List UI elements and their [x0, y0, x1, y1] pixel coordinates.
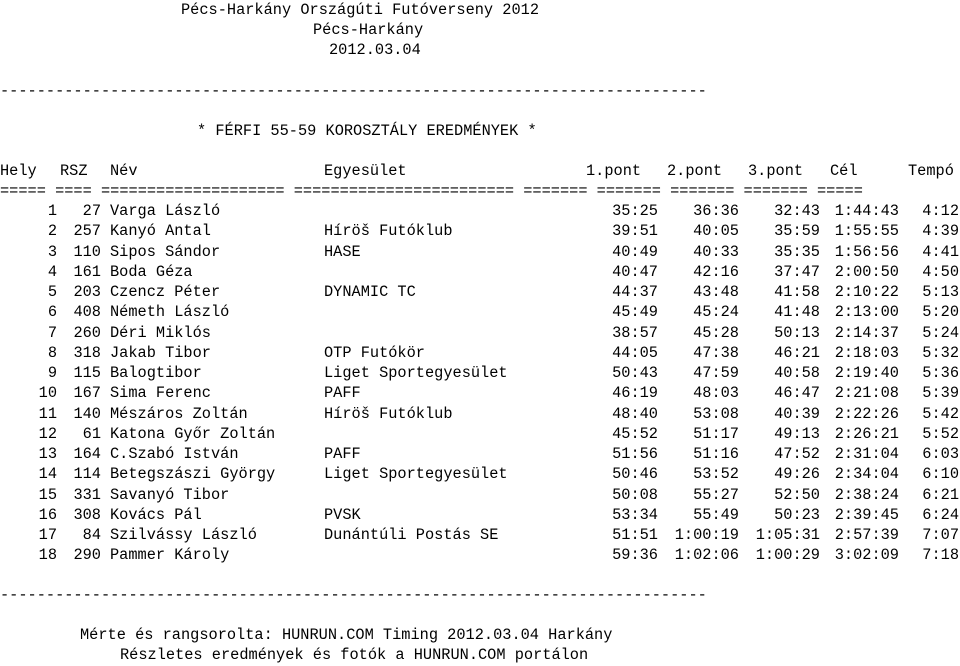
- cell-name: Németh László: [110, 303, 230, 321]
- header-underline: ===== ==== ==================== ======================== ======= ======= ======= ======= =====: [0, 182, 863, 200]
- cell-name: Pammer Károly: [110, 546, 230, 564]
- cell-split3: 50:23: [774, 506, 820, 524]
- cell-club: Liget Sportegyesület: [324, 364, 508, 382]
- cell-split2: 40:05: [693, 222, 739, 240]
- cell-split3: 52:50: [774, 486, 820, 504]
- cell-place: 5: [47, 283, 57, 301]
- cell-name: Czencz Péter: [110, 283, 221, 301]
- cell-place: 2: [47, 222, 57, 240]
- cell-split2: 48:03: [693, 384, 739, 402]
- cell-pace: 5:36: [922, 364, 959, 382]
- cell-split3: 50:13: [774, 324, 820, 342]
- cell-place: 12: [38, 425, 57, 443]
- cell-bib: 114: [73, 465, 101, 483]
- cell-split2: 43:48: [693, 283, 739, 301]
- cell-club: OTP Futókör: [324, 344, 425, 362]
- cell-finish: 2:14:37: [834, 324, 899, 342]
- cell-split3: 46:47: [774, 384, 820, 402]
- cell-pace: 5:42: [922, 405, 959, 423]
- cell-name: Balogtibor: [110, 364, 202, 382]
- cell-pace: 6:03: [922, 445, 959, 463]
- cell-pace: 5:20: [922, 303, 959, 321]
- cell-split3: 46:21: [774, 344, 820, 362]
- col-place: Hely: [0, 162, 37, 180]
- cell-split1: 50:46: [612, 465, 658, 483]
- cell-bib: 331: [73, 486, 101, 504]
- cell-name: Katona Győr Zoltán: [110, 425, 276, 443]
- cell-place: 13: [38, 445, 57, 463]
- cell-finish: 2:31:04: [834, 445, 899, 463]
- cell-place: 9: [47, 364, 57, 382]
- col-bib: RSZ: [60, 162, 88, 180]
- cell-place: 3: [47, 243, 57, 261]
- cell-name: Varga László: [110, 202, 221, 220]
- cell-place: 8: [47, 344, 57, 362]
- cell-pace: 4:39: [922, 222, 959, 240]
- cell-split2: 53:08: [693, 405, 739, 423]
- cell-place: 11: [38, 405, 57, 423]
- cell-club: DYNAMIC TC: [324, 283, 416, 301]
- cell-place: 4: [47, 263, 57, 281]
- cell-pace: 7:18: [922, 546, 959, 564]
- cell-name: Mészáros Zoltán: [110, 405, 248, 423]
- cell-split3: 47:52: [774, 445, 820, 463]
- cell-name: Boda Géza: [110, 263, 193, 281]
- cell-split1: 39:51: [612, 222, 658, 240]
- cell-place: 18: [38, 546, 57, 564]
- cell-pace: 4:50: [922, 263, 959, 281]
- cell-club: Dunántúli Postás SE: [324, 526, 499, 544]
- cell-finish: 1:44:43: [834, 202, 899, 220]
- cell-split2: 36:36: [693, 202, 739, 220]
- cell-split2: 45:28: [693, 324, 739, 342]
- cell-split2: 53:52: [693, 465, 739, 483]
- cell-split1: 51:51: [612, 526, 658, 544]
- cell-split1: 50:43: [612, 364, 658, 382]
- cell-split1: 45:52: [612, 425, 658, 443]
- cell-bib: 318: [73, 344, 101, 362]
- cell-bib: 161: [73, 263, 101, 281]
- footer-portal-note: Részletes eredmények és fotók a HUNRUN.COM portálon: [120, 646, 589, 664]
- cell-split1: 44:05: [612, 344, 658, 362]
- cell-name: Jakab Tibor: [110, 344, 211, 362]
- col-split3: 3.pont: [748, 162, 804, 180]
- cell-bib: 308: [73, 506, 101, 524]
- cell-bib: 290: [73, 546, 101, 564]
- cell-finish: 2:00:50: [834, 263, 899, 281]
- cell-bib: 110: [73, 243, 101, 261]
- event-location: Pécs-Harkány: [313, 21, 424, 39]
- cell-club: HASE: [324, 243, 361, 261]
- cell-split1: 35:25: [612, 202, 658, 220]
- cell-split3: 41:58: [774, 283, 820, 301]
- cell-split1: 51:56: [612, 445, 658, 463]
- divider-bottom: -----------------------------------------------------------------------------: [0, 586, 707, 604]
- cell-place: 10: [38, 384, 57, 402]
- cell-place: 1: [47, 202, 57, 220]
- cell-finish: 3:02:09: [834, 546, 899, 564]
- cell-pace: 6:10: [922, 465, 959, 483]
- cell-split1: 46:19: [612, 384, 658, 402]
- col-pace: Tempó: [908, 162, 954, 180]
- category-title: * FÉRFI 55-59 KOROSZTÁLY EREDMÉNYEK *: [197, 122, 537, 140]
- cell-bib: 164: [73, 445, 101, 463]
- cell-name: Déri Miklós: [110, 324, 211, 342]
- cell-bib: 260: [73, 324, 101, 342]
- cell-pace: 4:41: [922, 243, 959, 261]
- cell-name: Kanyó Antal: [110, 222, 211, 240]
- cell-split1: 48:40: [612, 405, 658, 423]
- cell-name: Szilvássy László: [110, 526, 257, 544]
- cell-name: Kovács Pál: [110, 506, 202, 524]
- cell-finish: 2:57:39: [834, 526, 899, 544]
- cell-finish: 2:34:04: [834, 465, 899, 483]
- cell-split1: 44:37: [612, 283, 658, 301]
- cell-split2: 51:16: [693, 445, 739, 463]
- cell-bib: 203: [73, 283, 101, 301]
- cell-place: 17: [38, 526, 57, 544]
- cell-split3: 49:13: [774, 425, 820, 443]
- cell-split1: 40:47: [612, 263, 658, 281]
- cell-split3: 40:58: [774, 364, 820, 382]
- cell-split3: 40:39: [774, 405, 820, 423]
- event-title: Pécs-Harkány Országúti Futóverseny 2012: [181, 1, 540, 19]
- cell-pace: 5:24: [922, 324, 959, 342]
- col-name: Név: [110, 162, 138, 180]
- cell-place: 14: [38, 465, 57, 483]
- cell-split2: 47:38: [693, 344, 739, 362]
- cell-pace: 5:13: [922, 283, 959, 301]
- cell-name: Sipos Sándor: [110, 243, 221, 261]
- cell-club: Híröš Futóklub: [324, 405, 453, 423]
- cell-split3: 35:35: [774, 243, 820, 261]
- cell-club: Híröš Futóklub: [324, 222, 453, 240]
- cell-split2: 47:59: [693, 364, 739, 382]
- cell-pace: 7:07: [922, 526, 959, 544]
- cell-split1: 40:49: [612, 243, 658, 261]
- cell-finish: 1:55:55: [834, 222, 899, 240]
- cell-place: 16: [38, 506, 57, 524]
- cell-pace: 6:24: [922, 506, 959, 524]
- cell-place: 6: [47, 303, 57, 321]
- col-club: Egyesület: [324, 162, 407, 180]
- cell-finish: 2:13:00: [834, 303, 899, 321]
- cell-split3: 49:26: [774, 465, 820, 483]
- cell-bib: 140: [73, 405, 101, 423]
- divider-top: -----------------------------------------------------------------------------: [0, 82, 707, 100]
- cell-split2: 40:33: [693, 243, 739, 261]
- cell-split2: 55:27: [693, 486, 739, 504]
- cell-finish: 2:10:22: [834, 283, 899, 301]
- cell-bib: 115: [73, 364, 101, 382]
- cell-bib: 84: [82, 526, 101, 544]
- cell-finish: 2:19:40: [834, 364, 899, 382]
- cell-club: PAFF: [324, 384, 361, 402]
- cell-bib: 61: [82, 425, 101, 443]
- cell-split3: 41:48: [774, 303, 820, 321]
- cell-split2: 42:16: [693, 263, 739, 281]
- cell-club: Liget Sportegyesület: [324, 465, 508, 483]
- cell-split3: 1:05:31: [755, 526, 820, 544]
- cell-club: PAFF: [324, 445, 361, 463]
- cell-split2: 45:24: [693, 303, 739, 321]
- col-split1: 1.pont: [586, 162, 642, 180]
- cell-name: Sima Ferenc: [110, 384, 211, 402]
- cell-split1: 38:57: [612, 324, 658, 342]
- cell-split2: 51:17: [693, 425, 739, 443]
- cell-pace: 5:39: [922, 384, 959, 402]
- cell-split3: 1:00:29: [755, 546, 820, 564]
- cell-split3: 37:47: [774, 263, 820, 281]
- cell-bib: 257: [73, 222, 101, 240]
- cell-split2: 1:02:06: [674, 546, 739, 564]
- cell-split2: 1:00:19: [674, 526, 739, 544]
- cell-name: C.Szabó István: [110, 445, 239, 463]
- cell-finish: 1:56:56: [834, 243, 899, 261]
- cell-bib: 408: [73, 303, 101, 321]
- cell-split2: 55:49: [693, 506, 739, 524]
- cell-bib: 27: [82, 202, 101, 220]
- cell-place: 15: [38, 486, 57, 504]
- col-split2: 2.pont: [667, 162, 723, 180]
- col-finish: Cél: [830, 162, 858, 180]
- cell-place: 7: [47, 324, 57, 342]
- cell-split1: 50:08: [612, 486, 658, 504]
- cell-pace: 5:52: [922, 425, 959, 443]
- cell-finish: 2:21:08: [834, 384, 899, 402]
- cell-name: Savanyó Tibor: [110, 486, 230, 504]
- footer-timing-credit: Mérte és rangsorolta: HUNRUN.COM Timing 2012.03.04 Harkány: [80, 626, 613, 644]
- cell-split1: 45:49: [612, 303, 658, 321]
- cell-club: PVSK: [324, 506, 361, 524]
- cell-pace: 6:21: [922, 486, 959, 504]
- cell-pace: 4:12: [922, 202, 959, 220]
- cell-bib: 167: [73, 384, 101, 402]
- event-date: 2012.03.04: [329, 41, 421, 59]
- cell-finish: 2:18:03: [834, 344, 899, 362]
- cell-finish: 2:39:45: [834, 506, 899, 524]
- cell-split3: 32:43: [774, 202, 820, 220]
- cell-finish: 2:26:21: [834, 425, 899, 443]
- cell-pace: 5:32: [922, 344, 959, 362]
- cell-split3: 35:59: [774, 222, 820, 240]
- cell-name: Betegszászi György: [110, 465, 276, 483]
- cell-finish: 2:38:24: [834, 486, 899, 504]
- cell-finish: 2:22:26: [834, 405, 899, 423]
- cell-split1: 59:36: [612, 546, 658, 564]
- cell-split1: 53:34: [612, 506, 658, 524]
